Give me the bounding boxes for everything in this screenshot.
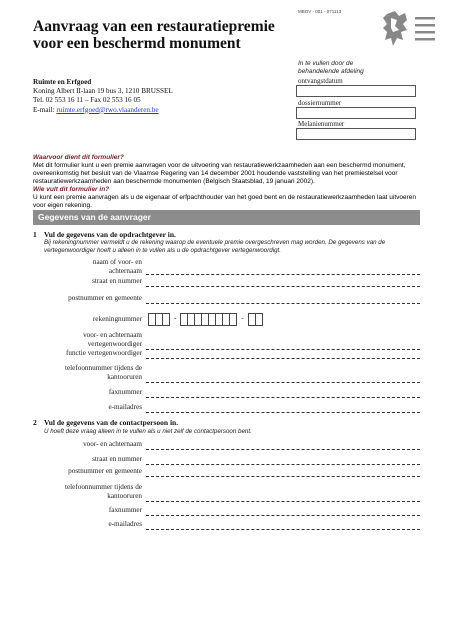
q1-functie-field[interactable] [146,358,420,359]
q1-functie-label: functie vertegenwoordiger [65,349,142,357]
q1-postnr-label: postnummer en gemeente [68,294,142,302]
ontvangstdatum-field[interactable] [296,85,416,97]
rekening-cells-account[interactable] [180,313,237,326]
q2-straat-field[interactable] [146,464,420,465]
phone-fax: Tel. 02 553 16 11 – Fax 02 553 16 05 [33,96,141,105]
section-header: Gegevens van de aanvrager [33,210,420,225]
q2-email-field[interactable] [146,529,420,530]
q2-note: U hoeft deze vraag alleen in te vullen als u niet zelf de contactpersoon bent. [44,428,252,435]
rekening-separator-2: - [241,314,244,322]
email-link[interactable]: ruimte.erfgoed@rwo.vlaanderen.be [56,105,159,114]
q2-number: 2 [33,418,37,427]
q2-title: Vul de gegevens van de contactpersoon in. [44,418,179,427]
ontvangstdatum-label: ontvangstdatum [298,77,343,85]
q1-tel-field[interactable] [146,382,420,383]
info-answer-1: Met dit formulier kunt u een premie aanvragen voor de uitvoering van restauratiewerkzaamheden aan een beschermd monument, overeenkomstig het besluit van de Vlaamse Regering van 14 december 2001 houdende vaststelling van het premiestelsel voor restauratiewerkzaamheden aan beschermde monumenten (Belgisch Staatsblad, 19 januari 2002). [33,162,406,185]
q1-naam-field[interactable] [146,274,420,275]
q1-number: 1 [33,230,37,239]
email-prefix: E-mail: [33,105,57,114]
info-question-2: Wie vult dit formulier in? [33,186,110,193]
melanienummer-label: Melanienummer [298,120,345,128]
q2-email-label: e-mailadres [108,520,142,528]
rekening-separator-1: - [174,314,177,322]
q2-postnr-label: postnummer en gemeente [68,467,142,475]
q2-fax-field[interactable] [146,515,420,516]
dossiernummer-field[interactable] [296,107,416,119]
page-title: Aanvraag van een restauratiepremie voor een beschermd monument [33,18,275,52]
q1-straat-label: straat en nummer [92,277,142,285]
q2-naam-label: voor- en achternaam [83,440,142,448]
q2-fax-label: faxnummer [108,506,142,514]
q2-naam-field[interactable] [146,449,420,450]
office-use-heading: In te vullen door de behandelende afdeling [298,60,364,75]
street-address: Koning Albert II-laan 19 bus 3, 1210 BRUSSEL [33,87,173,96]
q1-title: Vul de gegevens van de opdrachtgever in. [44,230,176,239]
info-block [33,154,420,210]
q1-vert-label: voor- en achternaam vertegenwoordiger [83,331,142,348]
info-question-1: Waarvoor dient dit formulier? [33,154,124,161]
form-code: MBOV - 001 - 071113 [298,9,342,14]
dossiernummer-label: dossiernummer [298,99,342,107]
q1-straat-field[interactable] [146,286,420,287]
q1-rekening-field[interactable] [148,313,263,326]
q1-note: Bij rekeningnummer vermeldt u de rekening waarop de eventuele premie overgeschreven mag worden. De gegevens van de vertegenwoordiger hoeft u alleen in te vullen als u de opdrachtgever vertegenwoordigt. [44,239,386,254]
melanienummer-field[interactable] [296,128,416,140]
q1-email-label: e-mailadres [108,403,142,411]
vlaamse-overheid-logo-icon [381,8,443,54]
q1-email-field[interactable] [146,412,420,413]
q1-rekening-label: rekeningnummer [92,315,142,323]
q1-fax-field[interactable] [146,397,420,398]
q1-naam-label: naam of voor- en achternaam [92,258,142,275]
q2-straat-label: straat en nummer [92,455,142,463]
rekening-cells-check[interactable] [248,313,263,326]
q1-tel-label: telefoonnummer tijdens de kantooruren [64,364,142,381]
org-name: Ruimte en Erfgoed [33,78,92,86]
info-answer-2: U kunt een premie aanvragen als u de eigenaar of erfpachthouder van het goed bent en de restauratiewerkzaamheden laat uitvoeren voor eigen rekening. [33,194,417,209]
q2-tel-label: telefoonnummer tijdens de kantooruren [64,483,142,500]
q2-postnr-field[interactable] [146,476,420,477]
q1-vert-field[interactable] [146,349,420,350]
address-block [33,78,173,115]
rekening-cells-bank[interactable] [148,313,170,326]
q1-postnr-field[interactable] [146,303,420,304]
q1-fax-label: faxnummer [108,388,142,396]
q2-tel-field[interactable] [146,501,420,502]
